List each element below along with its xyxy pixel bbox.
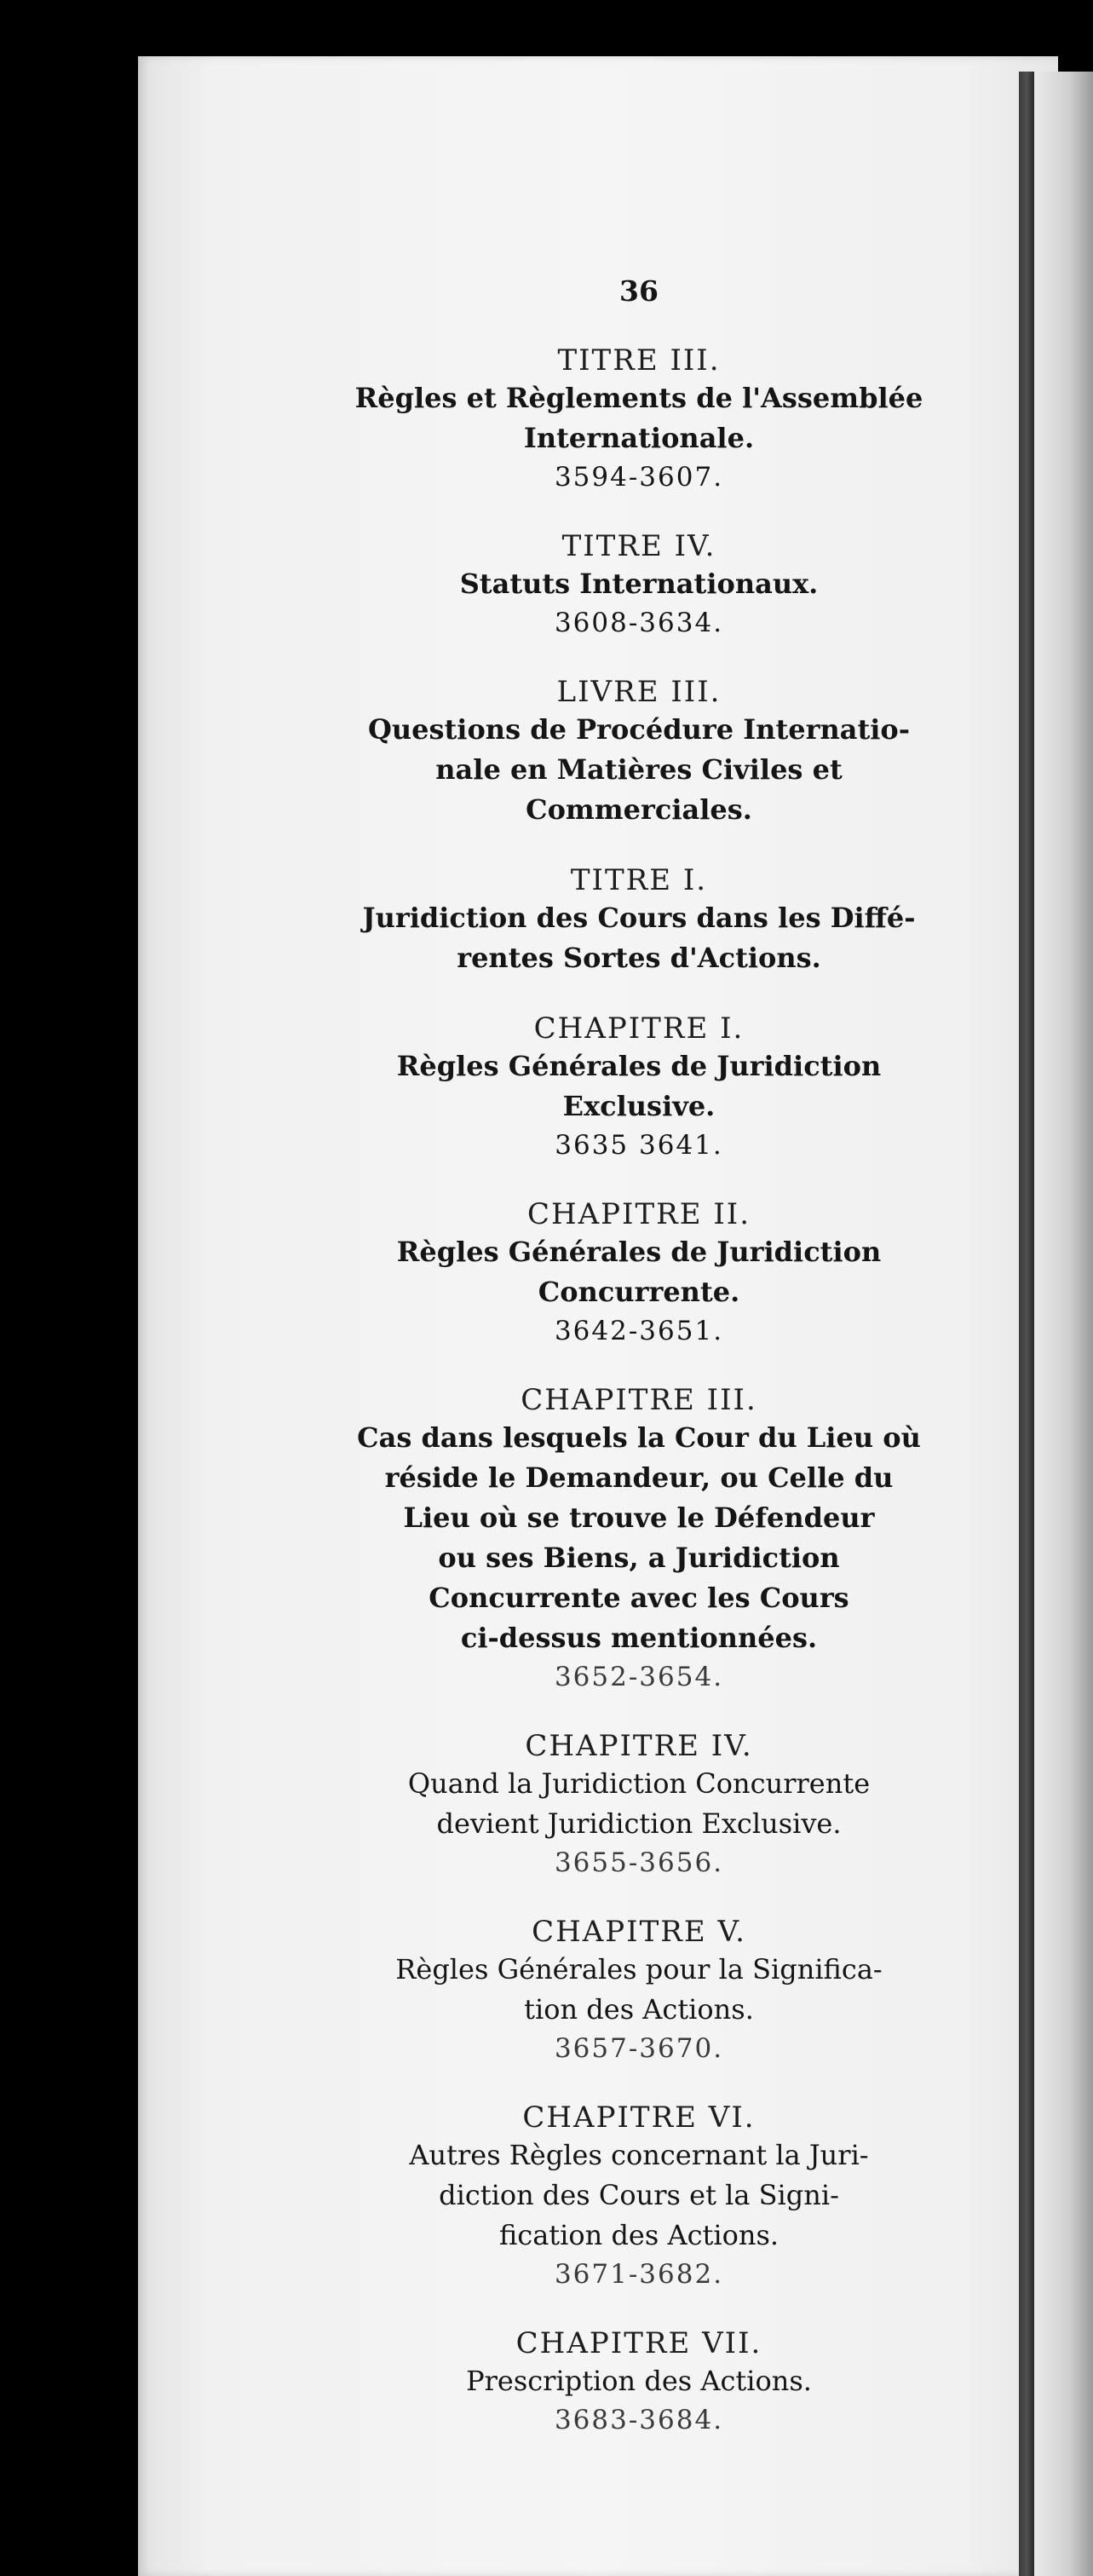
- section-title-line: Cas dans lesquels la Cour du Lieu où: [357, 1421, 921, 1454]
- article-range: 3655-3656.: [554, 1847, 724, 1878]
- section-title-line: Prescription des Actions.: [466, 2365, 812, 2397]
- section-title-line: Statuts Internationaux.: [459, 568, 819, 600]
- section-heading: CHAPITRE I.: [533, 1011, 745, 1046]
- toc-section: [341, 1196, 937, 1350]
- section-heading: LIVRE III.: [556, 675, 722, 709]
- section-title-line: Règles et Règlements de l'Assemblée: [354, 382, 923, 414]
- section-title-line: fication des Actions.: [498, 2219, 779, 2251]
- section-title-line: Lieu où se trouve le Défendeur: [403, 1501, 875, 1534]
- section-heading: CHAPITRE V.: [532, 1915, 746, 1949]
- toc-section: [341, 862, 937, 978]
- toc-section: [341, 1011, 937, 1164]
- section-title-line: ci-dessus mentionnées.: [460, 1622, 818, 1654]
- toc-section: [341, 674, 937, 830]
- section-title-line: Règles Générales de Juridiction: [396, 1236, 882, 1268]
- section-title-line: diction des Cours et la Signi-: [439, 2179, 839, 2211]
- section-title-line: Autres Règles concernant la Juri-: [409, 2139, 869, 2171]
- article-range: 3671-3682.: [554, 2259, 724, 2290]
- toc-section: [341, 343, 937, 496]
- section-title-line: Règles Générales de Juridiction: [396, 1050, 882, 1082]
- section-title-line: Exclusive.: [562, 1090, 716, 1122]
- section-heading: TITRE III.: [557, 343, 721, 377]
- section-heading: CHAPITRE II.: [526, 1197, 751, 1231]
- section-heading: CHAPITRE IV.: [525, 1729, 753, 1763]
- section-heading: CHAPITRE III.: [521, 1383, 757, 1417]
- section-title-line: Quand la Juridiction Concurrente: [407, 1767, 871, 1800]
- toc-sections: [341, 343, 937, 2439]
- section-title-line: Concurrente.: [538, 1276, 740, 1308]
- table-of-contents: [341, 274, 937, 2471]
- section-heading: CHAPITRE VII.: [515, 2326, 762, 2360]
- section-heading: CHAPITRE VI.: [522, 2101, 756, 2135]
- article-range: 3652-3654.: [554, 1662, 724, 1692]
- article-range: 3608-3634.: [554, 608, 724, 638]
- section-heading: TITRE IV.: [561, 529, 716, 563]
- article-range: 3683-3684.: [554, 2405, 724, 2435]
- article-range: 3657-3670.: [554, 2033, 724, 2064]
- toc-section: [341, 1914, 937, 2067]
- section-title-line: rentes Sortes d'Actions.: [457, 942, 821, 974]
- book-spine: [1019, 72, 1034, 2576]
- article-range: 3642-3651.: [554, 1316, 724, 1346]
- section-title-line: nale en Matières Civiles et: [435, 753, 843, 786]
- section-title-line: Règles Générales pour la Significa-: [395, 1953, 883, 1985]
- toc-section: [341, 1382, 937, 1696]
- article-range: 3594-3607.: [554, 462, 724, 493]
- section-title-line: réside le Demandeur, ou Celle du: [384, 1461, 894, 1494]
- section-heading: TITRE I.: [570, 863, 708, 897]
- section-title-line: Concurrente avec les Cours: [429, 1582, 849, 1614]
- toc-section: [341, 2100, 937, 2293]
- section-title-line: devient Juridiction Exclusive.: [436, 1807, 842, 1840]
- section-title-line: Juridiction des Cours dans les Diffé-: [362, 902, 916, 934]
- article-range: 3635 3641.: [555, 1130, 723, 1161]
- facing-page-edge: [1034, 72, 1093, 2576]
- section-title-line: Commerciales.: [526, 793, 752, 826]
- toc-section: [341, 2325, 937, 2439]
- toc-section: [341, 1728, 937, 1882]
- section-title-line: tion des Actions.: [524, 1993, 754, 2026]
- section-title-line: Internationale.: [523, 422, 755, 454]
- section-title-line: Questions de Procédure Internatio-: [368, 713, 910, 746]
- toc-section: [341, 528, 937, 642]
- page-number: 36: [619, 274, 659, 308]
- section-title-line: ou ses Biens, a Juridiction: [438, 1542, 840, 1574]
